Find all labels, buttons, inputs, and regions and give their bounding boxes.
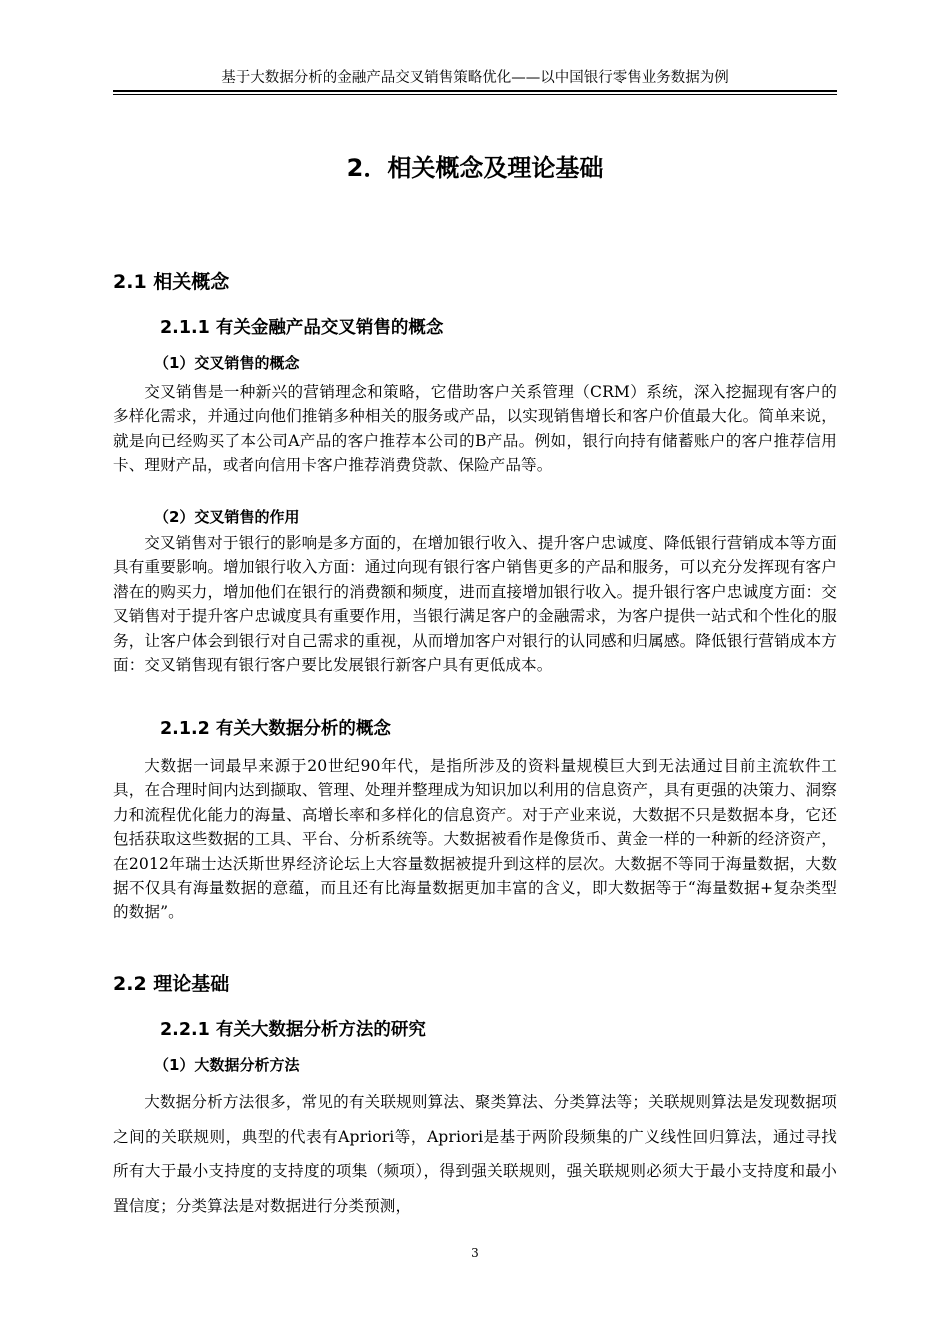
big-data-concept-paragraph: 大数据一词最早来源于20世纪90年代，是指所涉及的资料量规模巨大到无法通过目前主流软件工具，在合理时间内达到撷取、管理、处理并整理成为知识加以利用的信息资产，具有更强的决策力、洞察力和流程优化能力的海量、高增长率和多样化的信息资产。对于产业来说，大数据不只是数据本身，它还包括获取这些数据的工具、平台、分析系统等。大数据被看作是像货币、黄金一样的一种新的经济资产，在2012年瑞士达沃斯世界经济论坛上大容量数据被提升到这样的层次。大数据不等同于海量数据，大数据不仅具有海量数据的意蕴，而且还有比海量数据更加丰富的含义，即大数据等于“海量数据+复杂类型的数据”。 <box>113 757 837 922</box>
section-2-1-2-heading: 2.1.2 有关大数据分析的概念 <box>160 719 391 739</box>
section-2-1-heading: 2.1 相关概念 <box>113 271 230 293</box>
running-header: 基于大数据分析的金融产品交叉销售策略优化——以中国银行零售业务数据为例 <box>221 70 729 86</box>
header-rule-thin <box>113 94 837 95</box>
cross-selling-role-paragraph: 交叉销售对于银行的影响是多方面的，在增加银行收入、提升客户忠诚度、降低银行营销成本等方面具有重要影响。增加银行收入方面：通过向现有银行客户销售更多的产品和服务，可以充分发挥现有客户潜在的购买力，增加他们在银行的消费额和频度，进而直接增加银行收入。提升银行客户忠诚度方面：交叉销售对于提升客户忠诚度具有重要作用，当银行满足客户的金融需求，为客户提供一站式和个性化的服务，让客户体会到银行对自己需求的重视，从而增加客户对银行的认同感和归属感。降低银行营销成本方面：交叉销售现有银行客户要比发展银行新客户具有更低成本。 <box>113 534 837 675</box>
header-rule-thick <box>113 90 837 92</box>
page-number: 3 <box>471 1246 479 1260</box>
section-2-2-1-heading: 2.2.1 有关大数据分析方法的研究 <box>160 1020 426 1040</box>
item-1-heading-2: （1）大数据分析方法 <box>154 1056 300 1074</box>
chapter-title: 2．相关概念及理论基础 <box>346 154 604 182</box>
section-2-2-heading: 2.2 理论基础 <box>113 973 230 995</box>
big-data-methods-paragraph: 大数据分析方法很多，常见的有关联规则算法、聚类算法、分类算法等；关联规则算法是发现数据项之间的关联规则，典型的代表有Apriori等，Apriori是基于两阶段频集的广义线性回归算法，通过寻找所有大于最小支持度的支持度的项集（频项），得到强关联规则，强关联规则必须大于最小支持度和最小置信度；分类算法是对数据进行分类预测， <box>113 1093 837 1215</box>
section-2-1-1-heading: 2.1.1 有关金融产品交叉销售的概念 <box>160 318 444 338</box>
item-1-heading: （1）交叉销售的概念 <box>154 354 300 372</box>
cross-selling-concept-paragraph: 交叉销售是一种新兴的营销理念和策略，它借助客户关系管理（CRM）系统，深入挖掘现有客户的多样化需求，并通过向他们推销多种相关的服务或产品，以实现销售增长和客户价值最大化。简单来说，就是向已经购买了本公司A产品的客户推荐本公司的B产品。例如，银行向持有储蓄账户的客户推荐信用卡、理财产品，或者向信用卡客户推荐消费贷款、保险产品等。 <box>113 383 837 475</box>
item-2-heading: （2）交叉销售的作用 <box>154 508 300 526</box>
